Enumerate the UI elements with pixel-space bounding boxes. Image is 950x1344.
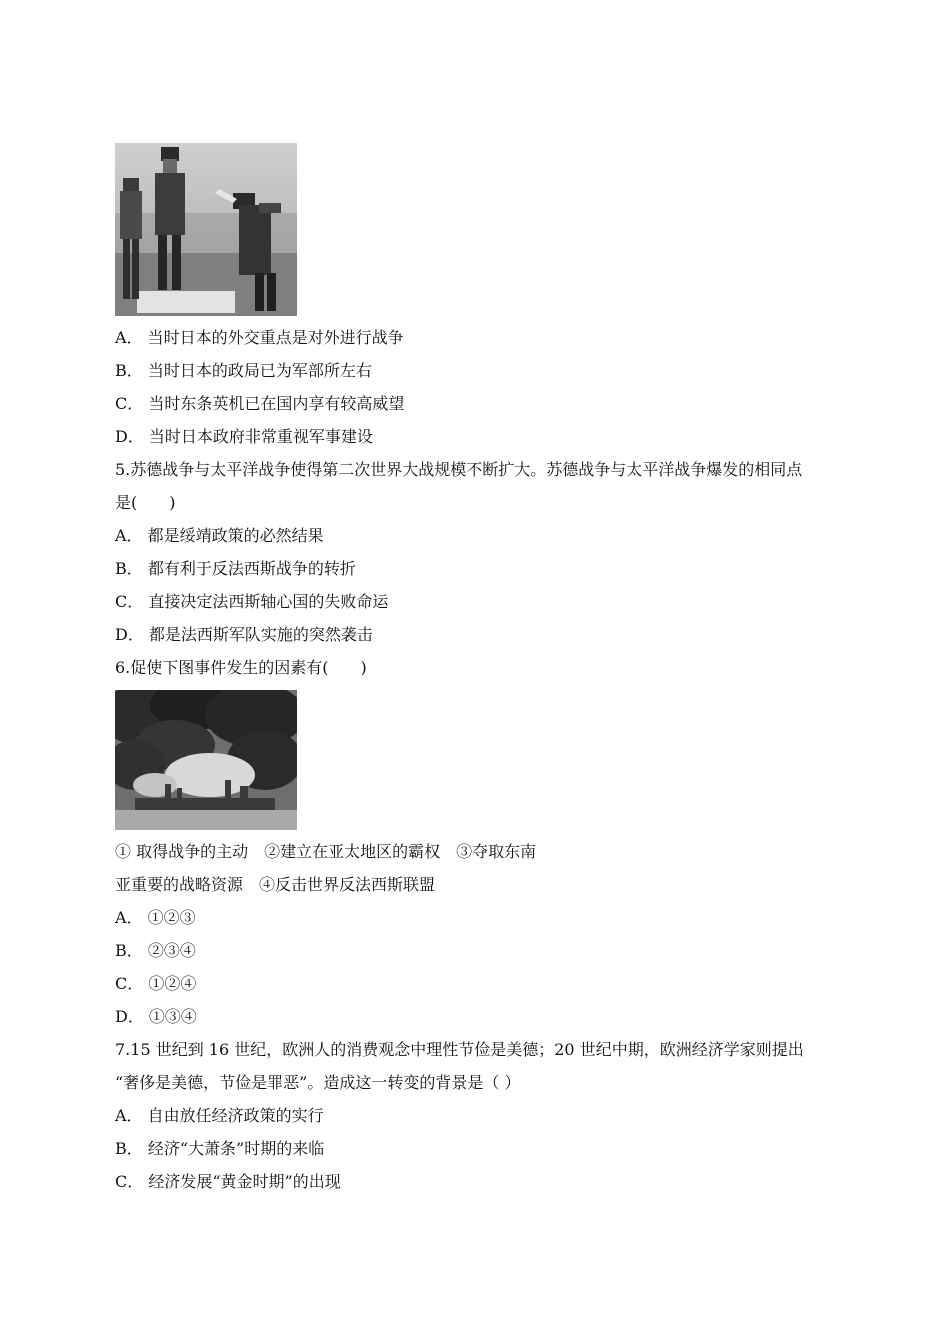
q4-option-b: B． 当时日本的政局已为军部所左右 [115,361,372,380]
q5-option-b: B． 都有利于反法西斯战争的转折 [115,559,356,578]
q6-option-b: B． ②③④ [115,941,196,960]
q6-factors-line2: 亚重要的战略资源 ④反击世界反法西斯联盟 [115,875,436,894]
q4-option-d: D． 当时日本政府非常重视军事建设 [115,427,373,446]
q7-stem-line2: “奢侈是美德，节俭是罪恶”。造成这一转变的背景是（ ） [115,1073,521,1092]
q6-option-d: D． ①③④ [115,1007,197,1026]
q7-stem-line1: 7.15 世纪到 16 世纪，欧洲人的消费观念中理性节俭是美德；20 世纪中期，欧洲经济学家则提出 [115,1040,804,1059]
q6-option-c: C． ①②④ [115,974,197,993]
q5-stem-line1: 5.苏德战争与太平洋战争使得第二次世界大战规模不断扩大。苏德战争与太平洋战争爆发的相同点 [115,460,803,479]
q4-option-a: A． 当时日本的外交重点是对外进行战争 [115,328,404,347]
officers-salute-photo [115,143,297,316]
q5-stem-line2: 是( ) [115,493,176,512]
q6-option-a: A． ①②③ [115,908,196,927]
q4-option-c: C． 当时东条英机已在国内享有较高威望 [115,394,405,413]
q7-option-c: C． 经济发展“黄金时期”的出现 [115,1172,341,1191]
q7-option-b: B． 经济“大萧条”时期的来临 [115,1139,325,1158]
q5-option-d: D． 都是法西斯军队实施的突然袭击 [115,625,373,644]
q5-option-a: A． 都是绥靖政策的必然结果 [115,526,324,545]
q5-option-c: C． 直接决定法西斯轴心国的失败命运 [115,592,389,611]
burning-fleet-photo [115,690,297,830]
q7-option-a: A． 自由放任经济政策的实行 [115,1106,324,1125]
q6-factors-line1: ① 取得战争的主动 ②建立在亚太地区的霸权 ③夺取东南 [115,842,537,861]
q6-stem: 6.促使下图事件发生的因素有( ) [115,658,367,677]
